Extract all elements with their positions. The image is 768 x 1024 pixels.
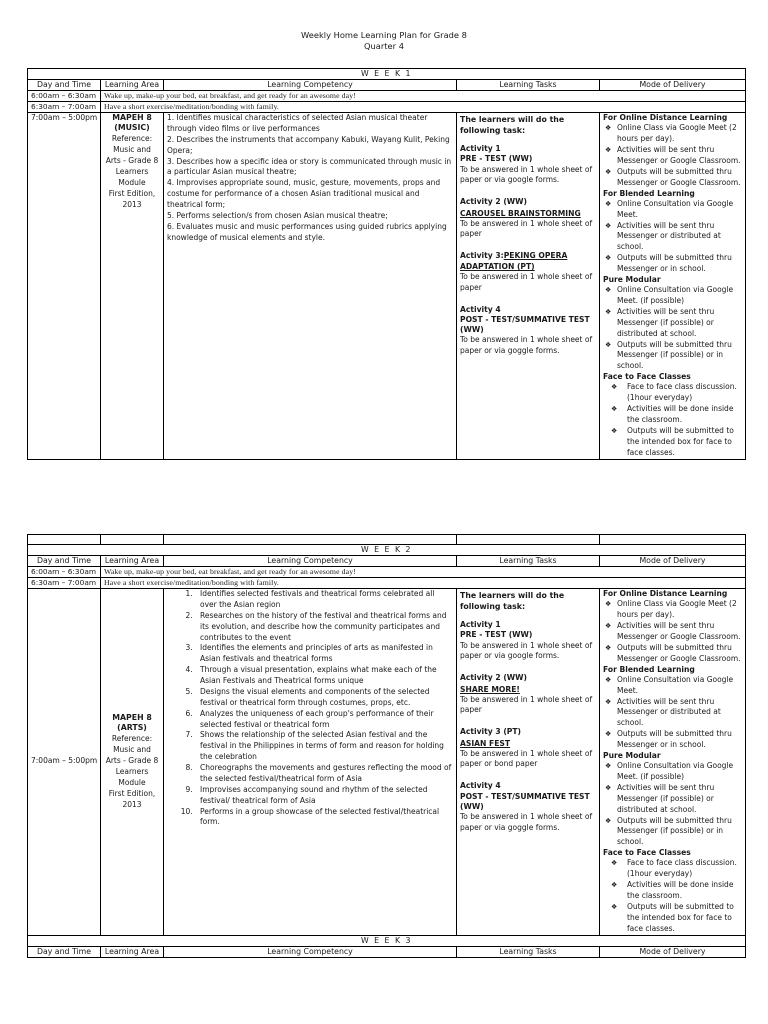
diamond-bullet-icon: ❖ — [611, 902, 618, 911]
tasks-intro: The learners will do the following task: — [460, 115, 565, 135]
mode-item-text: Activities will be sent thru Messenger (if possible) or distributed at school. — [617, 306, 715, 338]
ref-line: Learners — [115, 166, 149, 176]
mode-item — [603, 382, 742, 404]
col-tasks: Learning Tasks — [457, 556, 600, 567]
diamond-bullet-icon: ❖ — [611, 383, 618, 392]
competency-item: 4. Improvises appropriate sound, music, gesture, movements, props and costume for performance of a chosen Asian traditional musical and theatrical form; — [167, 178, 441, 209]
area-name-line: (ARTS) — [117, 723, 147, 733]
diamond-bullet-icon: ❖ — [605, 286, 612, 295]
delivery-cell — [600, 589, 746, 936]
ref-line: First Edition, — [108, 188, 156, 198]
schedule-time: 6:00am – 6:30am — [28, 567, 101, 578]
mode-item — [603, 253, 742, 275]
mode-item-text: Outputs will be submitted thru Messenger (if possible) or in school. — [617, 339, 732, 371]
diamond-bullet-icon: ❖ — [605, 199, 612, 208]
schedule-text: Wake up, make-up your bed, eat breakfast, and get ready for an awesome day! — [101, 91, 746, 102]
diamond-bullet-icon: ❖ — [611, 405, 618, 414]
activity-title: Activity 4 — [460, 781, 501, 791]
week2-label: W E E K 2 — [28, 545, 746, 556]
competency-item: 2. Researches on the history of the festival and theatrical forms and its evolution, and describe how the community participates and contributes to the event — [195, 611, 453, 644]
mode-item — [603, 340, 742, 373]
area-reference — [104, 734, 160, 810]
week2-table — [27, 534, 746, 958]
document-title — [0, 30, 768, 52]
ref-line: Arts - Grade 8 — [105, 756, 159, 766]
activity-block — [460, 620, 596, 662]
blank-cell — [600, 535, 746, 545]
diamond-bullet-icon: ❖ — [605, 167, 612, 176]
week1-main-row — [28, 113, 746, 460]
mode-item-text: Face to face class discussion. (1hour everyday) — [627, 858, 737, 879]
activity-name: PEKING OPERA ADAPTATION (PT) — [460, 251, 568, 271]
mode-item-text: Online Consultation via Google Meet. — [617, 198, 734, 219]
mode-list — [603, 285, 742, 372]
competency-item: 6. Analyzes the uniqueness of each group's performance of their selected festival or theatrical form — [195, 709, 453, 731]
mode-item-text: Online Class via Google Meet (2 hours per day). — [617, 599, 737, 620]
competency-item: 9. Improvises accompanying sound and rhythm of the selected festival/ theatrical form of Asia — [195, 785, 453, 807]
schedule-text: Have a short exercise/meditation/bonding with family. — [101, 578, 746, 589]
diamond-bullet-icon: ❖ — [605, 622, 612, 630]
activity-desc: To be answered in 1 whole sheet of paper — [460, 218, 593, 239]
mode-item-text: Outputs will be submitted thru Messenger or in school. — [617, 253, 732, 273]
blank-cell — [28, 535, 101, 545]
activity-desc: To be answered in 1 whole sheet of paper or via goggle forms. — [460, 812, 593, 832]
mode-item — [603, 902, 742, 935]
mode-item — [603, 880, 742, 902]
mode-item-text: Outputs will be submitted thru Messenger or Google Classroom. — [617, 642, 741, 663]
tasks-cell — [457, 113, 600, 460]
mode-item-text: Online Consultation via Google Meet. (if possible) — [617, 761, 734, 781]
diamond-bullet-icon: ❖ — [605, 697, 612, 706]
activity-name: PRE - TEST (WW) — [460, 154, 533, 164]
column-header-row — [28, 556, 746, 567]
mode-list — [603, 599, 742, 664]
activity-block — [460, 197, 596, 240]
activity-desc: To be answered in 1 whole sheet of paper or via google forms. — [460, 640, 593, 661]
diamond-bullet-icon: ❖ — [605, 643, 612, 652]
area-name — [104, 713, 160, 733]
learning-area-cell — [101, 589, 164, 936]
mode-item — [603, 285, 742, 307]
mode-heading: For Online Distance Learning — [603, 589, 728, 598]
mode-item-text: Outputs will be submitted to the intended box for face to face classes. — [627, 901, 734, 933]
schedule-row — [28, 102, 746, 113]
activity-block — [460, 727, 596, 770]
area-name-line: (MUSIC) — [114, 123, 150, 133]
activity-block — [460, 144, 596, 186]
schedule-row — [28, 567, 746, 578]
mode-item — [603, 199, 742, 221]
week3-label: W E E K 3 — [28, 935, 746, 946]
mode-list — [603, 761, 742, 848]
activity-block — [460, 305, 596, 358]
mode-item-text: Online Consultation via Google Meet. — [617, 674, 734, 695]
competency-item: 7. Shows the relationship of the selected Asian festival and the festival in the Philippines in terms of form and reason for holding the celebration — [195, 730, 453, 763]
area-reference — [104, 134, 160, 210]
competency-item: 3. Identifies the elements and principles of arts as manifested in Asian festivals and theatrical forms — [195, 643, 453, 665]
activity-title: Activity 1 — [460, 620, 501, 630]
col-delivery: Mode of Delivery — [600, 556, 746, 567]
diamond-bullet-icon: ❖ — [605, 221, 612, 230]
ref-line: Reference: — [111, 734, 153, 744]
competency-cell — [164, 113, 457, 460]
mode-item — [603, 167, 742, 189]
activity-name: PRE - TEST (WW) — [460, 630, 533, 640]
week-header-row — [28, 935, 746, 946]
activity-title: Activity 3: — [460, 251, 504, 261]
mode-item — [603, 404, 742, 426]
activity-block — [460, 251, 596, 293]
diamond-bullet-icon: ❖ — [605, 675, 612, 684]
schedule-time: 6:30am – 7:00am — [28, 578, 101, 589]
col-delivery: Mode of Delivery — [600, 80, 746, 91]
activity-title: Activity 4 — [460, 304, 501, 314]
mode-heading: Face to Face Classes — [603, 848, 691, 858]
ref-line: Module — [118, 177, 146, 187]
mode-heading: Face to Face Classes — [603, 372, 691, 382]
col-tasks: Learning Tasks — [457, 80, 600, 91]
mode-list — [603, 858, 742, 934]
activity-name: ASIAN FEST — [460, 738, 511, 748]
ref-line: Module — [118, 777, 146, 787]
mode-list — [603, 199, 742, 275]
mode-item-text: Activities will be done inside the classroom. — [627, 880, 734, 900]
week-header-row — [28, 545, 746, 556]
mode-item-text: Online Class via Google Meet (2 hours per day). — [617, 123, 737, 144]
mode-item-text: Activities will be sent thru Messenger or Google Classroom. — [617, 621, 741, 641]
main-time: 7:00am – 5:00pm — [28, 589, 101, 936]
activity-title: Activity 2 (WW) — [460, 673, 528, 683]
mode-item-text: Outputs will be submitted thru Messenger or Google Classroom. — [617, 166, 741, 187]
mode-item-text: Outputs will be submitted thru Messenger (if possible) or in school. — [617, 815, 732, 847]
activity-block — [460, 673, 596, 716]
mode-list — [603, 382, 742, 458]
area-name — [104, 113, 160, 133]
activity-title: Activity 3 (PT) — [460, 727, 522, 737]
competency-cell — [164, 589, 457, 936]
col-day-time: Day and Time — [28, 556, 101, 567]
activity-title: Activity 1 — [460, 144, 501, 154]
week-header-row — [28, 69, 746, 80]
activity-name: CAROUSEL BRAINSTORMING — [460, 208, 581, 218]
mode-heading: Pure Modular — [603, 750, 661, 760]
diamond-bullet-icon: ❖ — [605, 146, 612, 154]
mode-item — [603, 816, 742, 849]
mode-item — [603, 123, 742, 145]
ref-line: Music and — [113, 145, 151, 155]
blank-cell — [164, 535, 457, 545]
diamond-bullet-icon: ❖ — [605, 783, 612, 792]
activity-desc: To be answered in 1 whole sheet of paper or via goggle forms. — [460, 335, 593, 356]
mode-item — [603, 643, 742, 665]
schedule-time: 6:30am – 7:00am — [28, 102, 101, 113]
quarter-label: Quarter 4 — [364, 40, 404, 51]
mode-item — [603, 761, 742, 783]
tasks-intro: The learners will do the following task: — [460, 591, 565, 611]
blank-cell — [457, 535, 600, 545]
mode-item — [603, 599, 742, 621]
schedule-row — [28, 578, 746, 589]
activity-block — [460, 781, 596, 834]
col-competency: Learning Competency — [164, 556, 457, 567]
competency-item: 1. Identifies musical characteristics of selected Asian musical theater through video films or live performances — [167, 113, 428, 133]
mode-item — [603, 621, 742, 643]
mode-item-text: Activities will be sent thru Messenger (if possible) or distributed at school. — [617, 782, 715, 814]
mode-item-text: Activities will be done inside the classroom. — [627, 404, 734, 424]
diamond-bullet-icon: ❖ — [605, 340, 612, 349]
activity-name: SHARE MORE! — [460, 684, 520, 694]
mode-item-text: Activities will be sent thru Messenger or Google Classroom. — [617, 145, 741, 165]
mode-heading: Pure Modular — [603, 274, 661, 284]
blank-cell — [101, 535, 164, 545]
competency-item: 10. Performs in a group showcase of the selected festival/theatrical form. — [195, 807, 453, 829]
ref-line: 2013 — [122, 799, 142, 809]
ref-line: Reference: — [111, 134, 153, 144]
column-header-row — [28, 80, 746, 91]
mode-item — [603, 307, 742, 340]
mode-item — [603, 697, 742, 730]
mode-item-text: Face to face class discussion. (1hour everyday) — [627, 382, 737, 403]
diamond-bullet-icon: ❖ — [605, 254, 612, 263]
competency-item: 8. Choreographs the movements and gestures reflecting the mood of the selected festival/theatrical form of Asia — [195, 763, 453, 785]
activity-desc: To be answered in 1 whole sheet of paper or via google forms. — [460, 164, 593, 185]
col-day-time: Day and Time — [28, 80, 101, 91]
ref-line: Arts - Grade 8 — [105, 156, 159, 165]
activity-name: POST - TEST/SUMMATIVE TEST (WW) — [460, 791, 590, 811]
activity-desc: To be answered in 1 whole sheet of paper — [460, 694, 593, 715]
activity-name: POST - TEST/SUMMATIVE TEST (WW) — [460, 314, 590, 335]
mode-heading: For Online Distance Learning — [603, 113, 728, 122]
competency-item: 4. Through a visual presentation, explains what make each of the Asian Festivals and Theatrical forms unique — [195, 665, 453, 687]
schedule-text: Wake up, make-up your bed, eat breakfast, and get ready for an awesome day! — [101, 567, 746, 578]
week2-main-row — [28, 589, 746, 936]
col-tasks: Learning Tasks — [457, 946, 600, 957]
schedule-row — [28, 91, 746, 102]
col-learning-area: Learning Area — [101, 80, 164, 91]
activity-title-line — [460, 251, 596, 272]
diamond-bullet-icon: ❖ — [611, 426, 618, 435]
col-competency: Learning Competency — [164, 946, 457, 957]
delivery-cell — [600, 113, 746, 460]
ref-line: First Edition, — [108, 788, 156, 798]
schedule-text: Have a short exercise/meditation/bonding with family. — [101, 102, 746, 113]
mode-heading: For Blended Learning — [603, 188, 695, 198]
column-header-row — [28, 946, 746, 957]
mode-item-text: Online Consultation via Google Meet. (if possible) — [617, 285, 734, 305]
mode-item — [603, 783, 742, 816]
diamond-bullet-icon: ❖ — [605, 816, 612, 825]
plan-title: Weekly Home Learning Plan for Grade 8 — [301, 30, 467, 40]
area-name-line: MAPEH 8 — [112, 113, 152, 122]
competency-item: 6. Evaluates music and music performances using guided rubrics applying knowledge of musical elements and style. — [167, 221, 447, 242]
col-delivery: Mode of Delivery — [600, 946, 746, 957]
tasks-cell — [457, 589, 600, 936]
mode-item — [603, 675, 742, 697]
week1-table — [27, 68, 746, 460]
col-learning-area: Learning Area — [101, 556, 164, 567]
col-learning-area: Learning Area — [101, 946, 164, 957]
col-day-time: Day and Time — [28, 946, 101, 957]
mode-item-text: Outputs will be submitted to the intended box for face to face classes. — [627, 425, 734, 457]
activity-title: Activity 2 (WW) — [460, 197, 528, 207]
competency-list — [167, 589, 453, 828]
diamond-bullet-icon: ❖ — [611, 881, 618, 890]
mode-item-text: Activities will be sent thru Messenger or distributed at school. — [617, 220, 721, 252]
ref-line: Learners — [115, 766, 149, 776]
week1-label: W E E K 1 — [28, 69, 746, 80]
mode-item-text: Outputs will be submitted thru Messenger or in school. — [617, 729, 732, 749]
schedule-time: 6:00am – 6:30am — [28, 91, 101, 102]
diamond-bullet-icon: ❖ — [611, 859, 618, 868]
mode-item — [603, 221, 742, 254]
activity-desc: To be answered in 1 whole sheet of paper or bond paper — [460, 748, 593, 769]
mode-list — [603, 123, 742, 188]
diamond-bullet-icon: ❖ — [605, 762, 612, 771]
ref-line: Music and — [113, 745, 151, 755]
competency-item: 5. Performs selection/s from chosen Asian musical theatre; — [167, 210, 388, 220]
diamond-bullet-icon: ❖ — [605, 730, 612, 739]
ref-line: 2013 — [122, 199, 142, 209]
competency-item: 1. Identifies selected festivals and theatrical forms celebrated all over the Asian region — [195, 589, 453, 611]
main-time: 7:00am – 5:00pm — [28, 113, 101, 460]
mode-heading: For Blended Learning — [603, 664, 695, 674]
blank-row — [28, 535, 746, 545]
learning-area-cell — [101, 113, 164, 460]
mode-item — [603, 145, 742, 167]
col-competency: Learning Competency — [164, 80, 457, 91]
competency-item: 2. Describes the instruments that accompany Kabuki, Wayang Kulit, Peking Opera; — [167, 134, 450, 155]
diamond-bullet-icon: ❖ — [605, 124, 612, 133]
area-name-line: MAPEH 8 — [112, 713, 152, 723]
competency-item: 3. Describes how a specific idea or story is communicated through music in a particular Asian musical theatre; — [167, 156, 452, 177]
competency-item: 5. Designs the visual elements and components of the selected festival or theatrical form through costumes, props, etc. — [195, 687, 453, 709]
mode-item — [603, 858, 742, 880]
diamond-bullet-icon: ❖ — [605, 307, 612, 316]
mode-item-text: Activities will be sent thru Messenger or distributed at school. — [617, 696, 721, 728]
activity-desc: To be answered in 1 whole sheet of paper — [460, 271, 593, 292]
mode-item — [603, 426, 742, 459]
mode-item — [603, 729, 742, 751]
mode-list — [603, 675, 742, 751]
diamond-bullet-icon: ❖ — [605, 600, 612, 609]
